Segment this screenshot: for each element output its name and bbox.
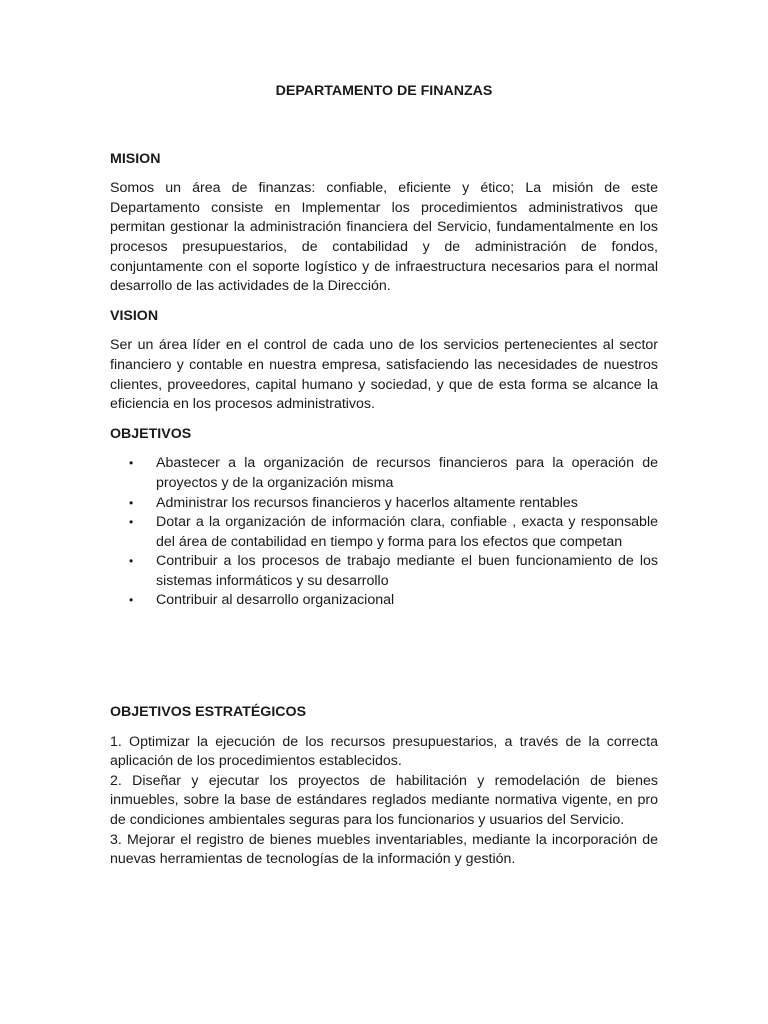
list-item (110, 494, 658, 514)
list-item (110, 591, 658, 611)
vision-section (110, 307, 658, 415)
mission-section (110, 150, 658, 297)
strategic-objectives-section (110, 703, 658, 870)
strategic-objectives-heading: OBJETIVOS ESTRATÉGICOS (110, 704, 307, 721)
list-item-text: Administrar los recursos financieros y hacerlos altamente rentables (156, 494, 578, 511)
objectives-list (110, 454, 658, 611)
list-item-text: Contribuir al desarrollo organizacional (156, 592, 395, 609)
strategic-objective-item: 2. Diseñar y ejecutar los proyectos de habilitación y remodelación de bienes inmuebles, sobre la base de estándares reglados mediante normativa vigente, en pro de condiciones ambientales seguras para los funcionarios y usuarios del Servicio. (110, 772, 658, 829)
list-item-text: Dotar a la organización de información clara, confiable , exacta y responsable del área de contabilidad en tiempo y forma para los efectos que competan (156, 514, 658, 550)
objectives-heading: OBJETIVOS (110, 425, 192, 442)
list-item (110, 454, 658, 493)
list-item (110, 552, 658, 591)
objectives-section (110, 425, 658, 611)
bullet-icon: • (129, 593, 134, 608)
strategic-objective-item: 3. Mejorar el registro de bienes muebles inventariables, mediante la incorporación de nuevas herramientas de tecnologías de la información y gestión. (110, 831, 658, 868)
document-title: DEPARTAMENTO DE FINANZAS (275, 83, 493, 99)
bullet-icon: • (129, 456, 134, 471)
mission-text: Somos un área de finanzas: confiable, eficiente y ético; La misión de este Departamento consiste en Implementar los procedimientos administrativos que permitan gestionar la administración financiera del Servicio, fundamentalmente en los procesos presupuestarios, de contabilidad y de administración de fondos, conjuntamente con el soporte logístico y de infraestructura necesarios para el normal desarrollo de las actividades de la Dirección. (110, 180, 658, 295)
list-item (110, 513, 658, 552)
bullet-icon: • (129, 515, 134, 530)
mission-heading: MISION (110, 150, 161, 167)
list-item-text: Contribuir a los procesos de trabajo mediante el buen funcionamiento de los sistemas informáticos y su desarrollo (156, 553, 658, 589)
bullet-icon: • (129, 495, 134, 510)
strategic-objective-item: 1. Optimizar la ejecución de los recursos presupuestarios, a través de la correcta aplicación de los procedimientos establecidos. (110, 733, 658, 770)
vision-heading: VISION (110, 307, 159, 324)
bullet-icon: • (129, 554, 134, 569)
vision-text: Ser un área líder en el control de cada uno de los servicios pertenecientes al sector financiero y contable en nuestra empresa, satisfaciendo las necesidades de nuestros clientes, proveedores, capital humano y sociedad, y que de esta forma se alcance la eficiencia en los procesos administrativos. (110, 337, 658, 413)
list-item-text: Abastecer a la organización de recursos financieros para la operación de proyectos y de la organización misma (156, 455, 658, 491)
